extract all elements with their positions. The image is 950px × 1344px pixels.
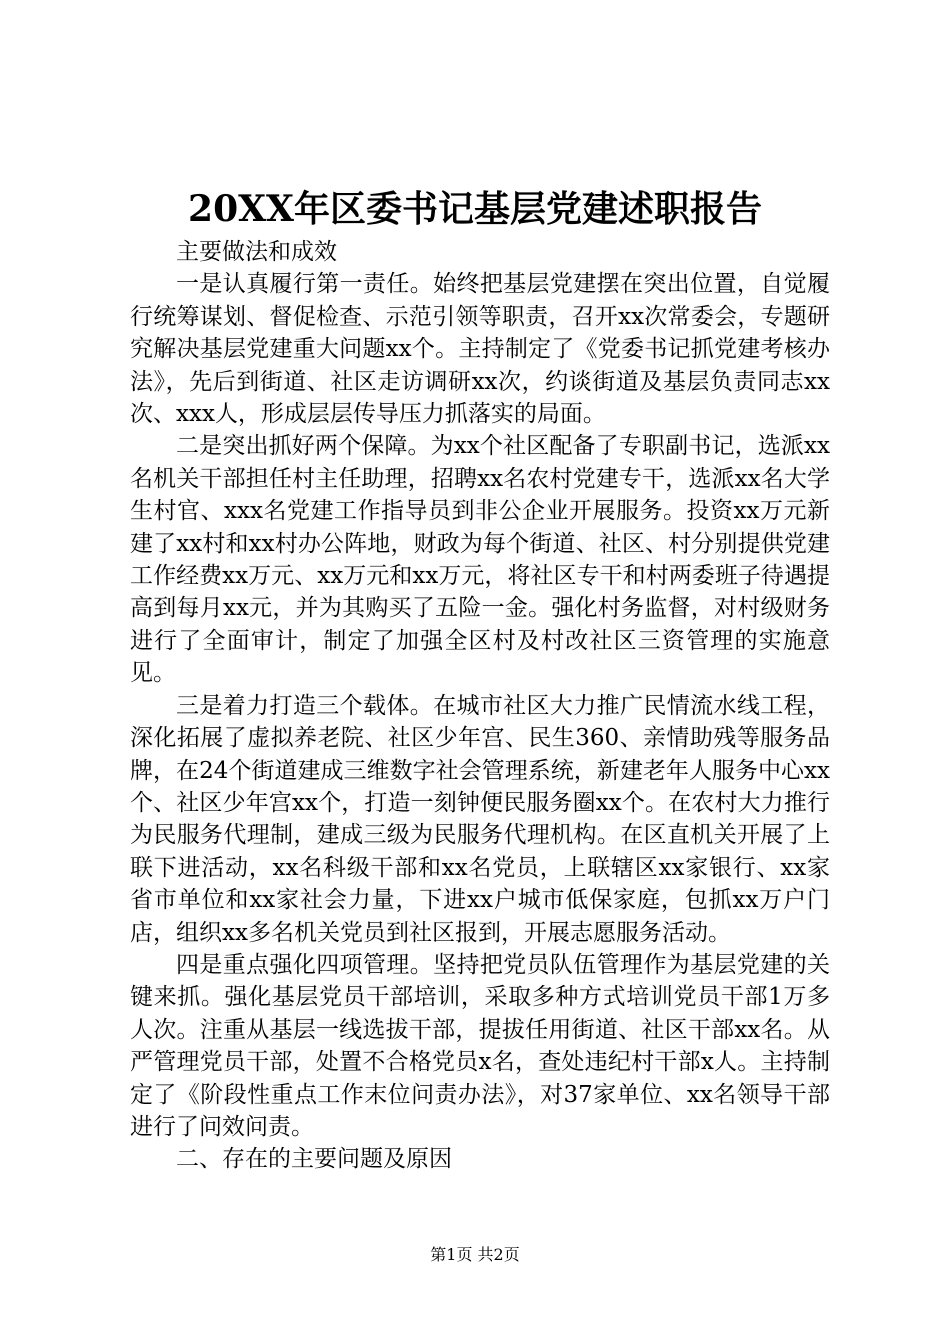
paragraph-first-responsibility: 一是认真履行第一责任。始终把基层党建摆在突出位置，自觉履行统筹谋划、督促检查、示范引领等职责，召开xx次常委会，专题研究解决基层党建重大问题xx个。主持制定了《党委书记抓党建考核办法》，先后到街道、社区走访调研xx次，约谈街道及基层负责同志xx次、xxx人，形成层层传导压力抓落实的局面。 — [130, 271, 830, 428]
page-footer: 第1页 共2页 — [430, 1245, 520, 1264]
document-title: 20XX年区委书记基层党建述职报告 — [188, 188, 762, 230]
paragraph-two-guarantees: 二是突出抓好两个保障。为xx个社区配备了专职副书记，选派xx名机关干部担任村主任助理，招聘xx名农村党建专干，选派xx名大学生村官、xxx名党建工作指导员到非公企业开展服务。投资xx万元新建了xx村和xx村办公阵地，财政为每个街道、社区、村分别提供党建工作经费xx万元、xx万元和xx万元，将社区专干和村两委班子待遇提高到每月xx元，并为其购买了五险一金。强化村务监督，对村级财务进行了全面审计，制定了加强全区村及村改社区三资管理的实施意见。 — [130, 433, 830, 687]
section-heading-problems: 二、存在的主要问题及原因 — [176, 1146, 452, 1173]
section-heading: 主要做法和成效 — [176, 239, 337, 265]
paragraph-four-management: 四是重点强化四项管理。坚持把党员队伍管理作为基层党建的关键来抓。强化基层党员干部培训，采取多种方式培训党员干部1万多人次。注重从基层一线选拔干部，提拔任用街道、社区干部xx名。从严管理党员干部，处置不合格党员x名，查处违纪村干部x人。主持制定了《阶段性重点工作末位问责办法》，对37家单位、xx名领导干部进行了问效问责。 — [130, 951, 830, 1140]
document-body — [130, 236, 830, 1176]
paragraph-three-carriers: 三是着力打造三个载体。在城市社区大力推广民情流水线工程，深化拓展了虚拟养老院、社区少年宫、民生360、亲情助残等服务品牌，在24个街道建成三维数字社会管理系统，新建老年人服务中心xx个、社区少年宫xx个，打造一刻钟便民服务圈xx个。在农村大力推行为民服务代理制，建成三级为民服务代理机构。在区直机关开展了上联下进活动，xx名科级干部和xx名党员，上联辖区xx家银行、xx家省市单位和xx家社会力量，下进xx户城市低保家庭，包抓xx万户门店，组织xx多名机关党员到社区报到，开展志愿服务活动。 — [130, 692, 830, 946]
